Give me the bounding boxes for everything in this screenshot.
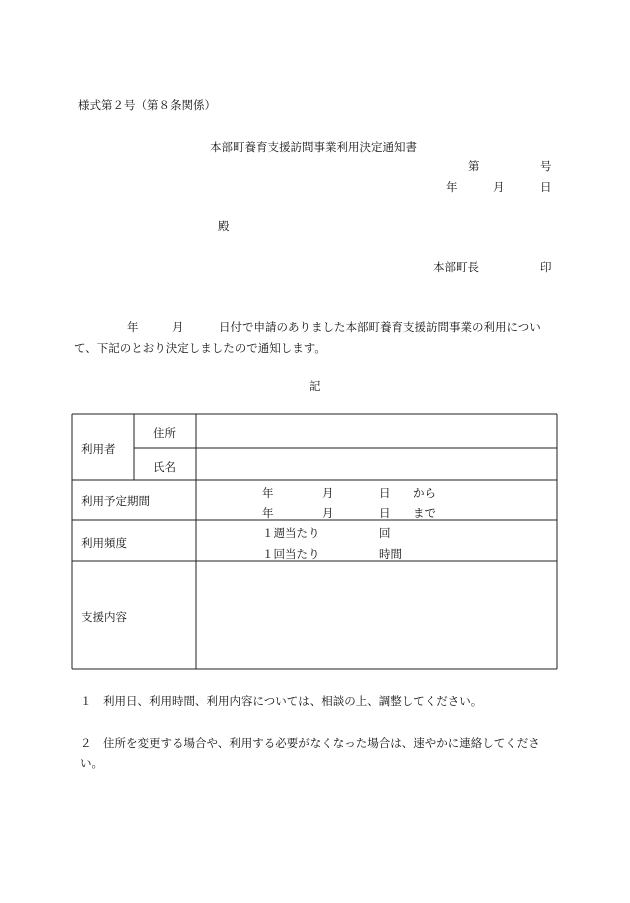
period-until: まで (413, 506, 436, 520)
period-from: から (413, 486, 436, 500)
addressee-suffix: 殿 (218, 219, 230, 233)
period-end-month: 月 (322, 506, 334, 520)
issue-date-year: 年 (446, 180, 458, 194)
body-text-line-2: て、下記のとおり決定しましたので通知します。 (74, 341, 326, 355)
period-start-month: 月 (322, 486, 334, 500)
frequency-label: 利用頻度 (81, 536, 127, 550)
issuer-name: 本部町長 (433, 260, 479, 274)
body-text-line-1: 日付で申請のありました本部町養育支援訪問事業の利用につい (219, 320, 541, 334)
issue-date-day: 日 (540, 180, 552, 194)
document-title: 本部町養育支援訪問事業利用決定通知書 (210, 140, 417, 154)
application-date-month: 月 (172, 320, 184, 334)
application-date-year: 年 (127, 320, 139, 334)
frequency-per-week: １週当たり (262, 526, 320, 540)
name-label: 氏名 (153, 460, 176, 474)
period-label: 利用予定期間 (81, 494, 150, 508)
period-end-year: 年 (262, 506, 274, 520)
issue-date-month: 月 (493, 180, 505, 194)
frequency-hours: 時間 (379, 547, 402, 561)
document-number-prefix: 第 (468, 159, 480, 173)
frequency-per-visit: １回当たり (262, 547, 320, 561)
seal-mark: 印 (540, 260, 552, 274)
period-start-day: 日 (379, 486, 391, 500)
support-content-label: 支援内容 (81, 610, 127, 624)
frequency-times: 回 (379, 526, 391, 540)
note-2-line-2: い。 (80, 756, 103, 770)
period-start-year: 年 (262, 486, 274, 500)
document-number-suffix: 号 (540, 159, 552, 173)
ki-heading: 記 (309, 379, 321, 393)
form-number-label: 様式第２号（第８条関係） (78, 98, 216, 112)
period-end-day: 日 (379, 506, 391, 520)
note-2-line-1: ２ 住所を変更する場合や、利用する必要がなくなった場合は、速やかに連絡してくださ (80, 736, 540, 750)
note-1: １ 利用日、利用時間、利用内容については、相談の上、調整してください。 (80, 694, 483, 708)
user-label: 利用者 (81, 442, 116, 456)
address-label: 住所 (153, 426, 176, 440)
